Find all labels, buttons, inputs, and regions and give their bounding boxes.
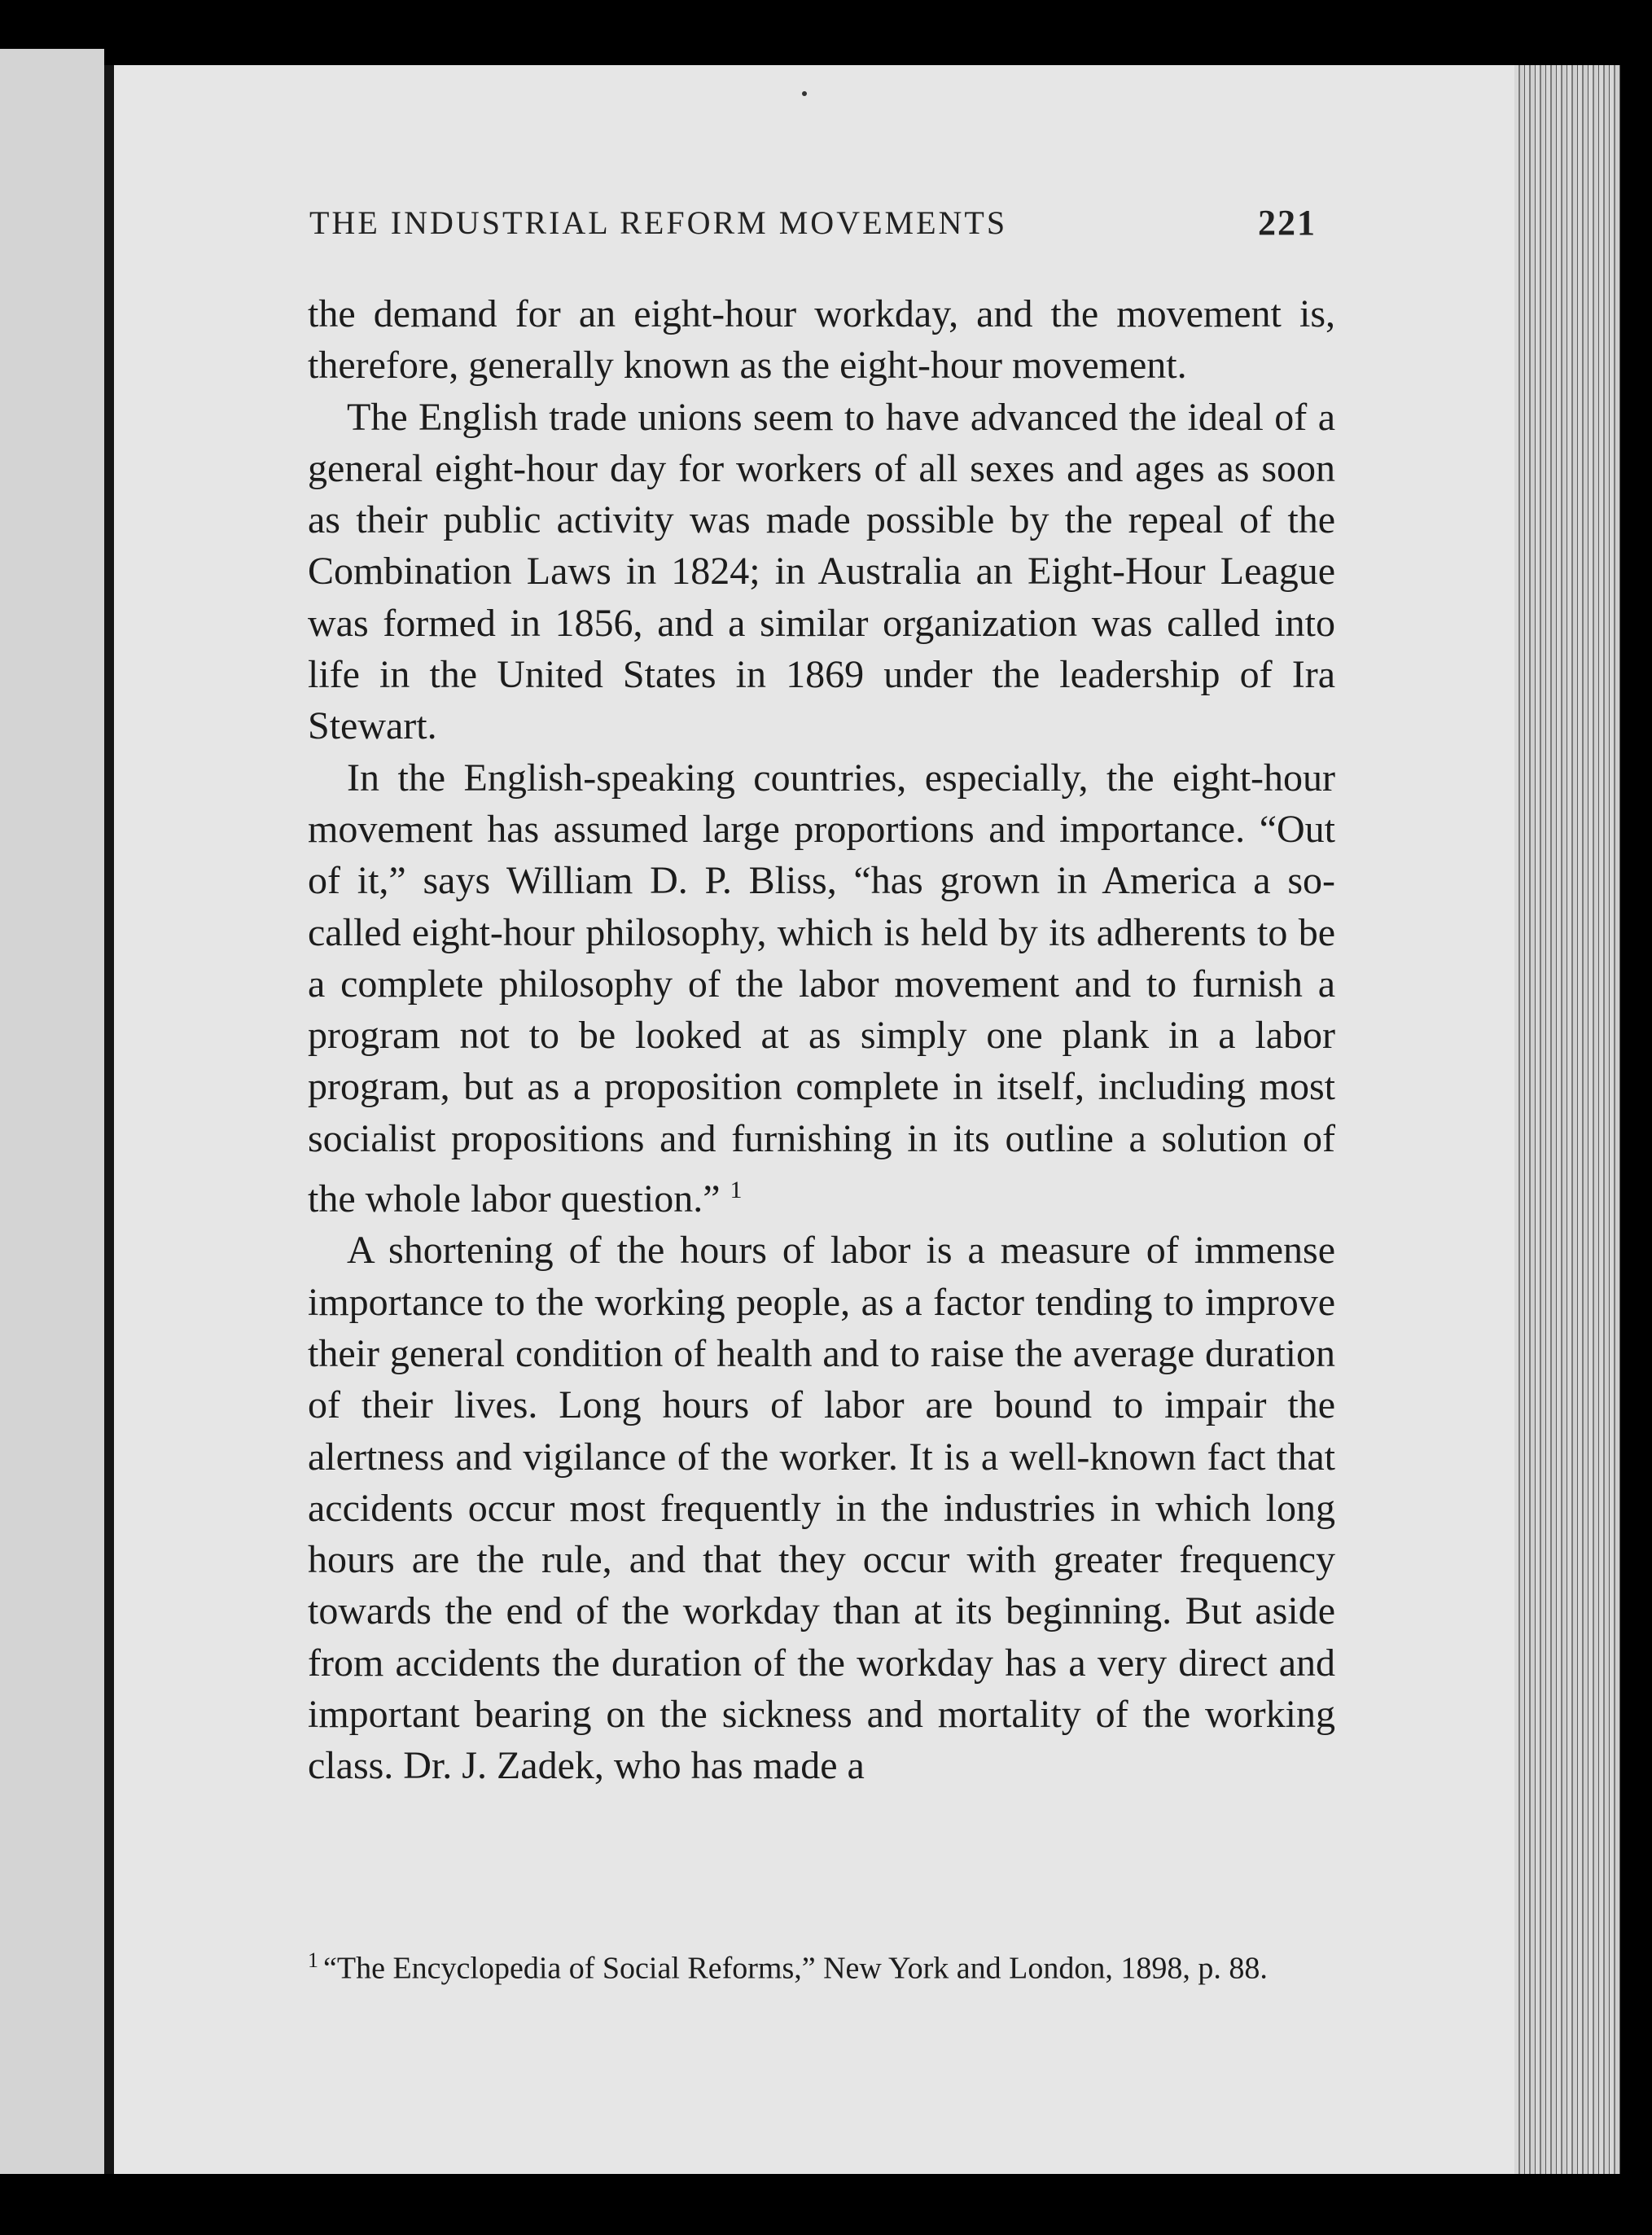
footnote-marker: 1	[308, 1948, 318, 1972]
footnote	[308, 1936, 1353, 1993]
scan-speck	[802, 91, 807, 96]
footnote-text: “The Encyclopedia of Social Reforms,” New York and London, 1898, p. 88.	[323, 1951, 1268, 1986]
body-text	[308, 288, 1335, 1792]
paragraph: The English trade unions seem to have advanced the ideal of a general eight-hour day for workers of all sexes and ages as soon as their public activity was made possible by the repeal of the Combination Laws in 1824; in Australia an Eight-Hour League was formed in 1856, and a similar organization was called into life in the United States in 1869 under the leadership of Ira Stewart.	[308, 395, 1335, 748]
scan-background	[0, 2174, 1652, 2235]
facing-page-edge	[0, 49, 104, 2174]
page-number: 221	[1258, 203, 1317, 243]
page-stack-edges	[1514, 65, 1620, 2174]
paragraph: A shortening of the hours of labor is a measure of immense importance to the working people, as a factor tending to improve their general condition of health and to raise the average duration of their lives. Long hours of labor are bound to impair the alertness and vigilance of the worker. It is a well-known fact that accidents occur most frequently in the industries in which long hours are the rule, and that they occur with greater frequency towards the end of the workday than at its beginning. But aside from accidents the duration of the workday has a very direct and important bearing on the sickness and mortality of the working class. Dr. J. Zadek, who has made a	[308, 1229, 1335, 1788]
paragraph: In the English-speaking countries, especially, the eight-hour movement has assumed large proportions and importance. “Out of it,” says William D. P. Bliss, “has grown in America a so-called eight-hour philosophy, which is held by its adherents to be a complete philosophy of the labor movement and to furnish a program not to be looked at as simply one plank in a labor program, but as a proposition complete in itself, including most socialist propositions and furnishing in its outline a solution of the whole labor question.” $^1$	[308, 756, 1335, 1221]
footnote-reference: 1	[730, 1177, 743, 1204]
paragraph: the demand for an eight-hour workday, and the movement is, therefore, generally known as the eight-hour movement.	[308, 292, 1335, 388]
running-title: THE INDUSTRIAL REFORM MOVEMENTS	[309, 204, 1008, 241]
